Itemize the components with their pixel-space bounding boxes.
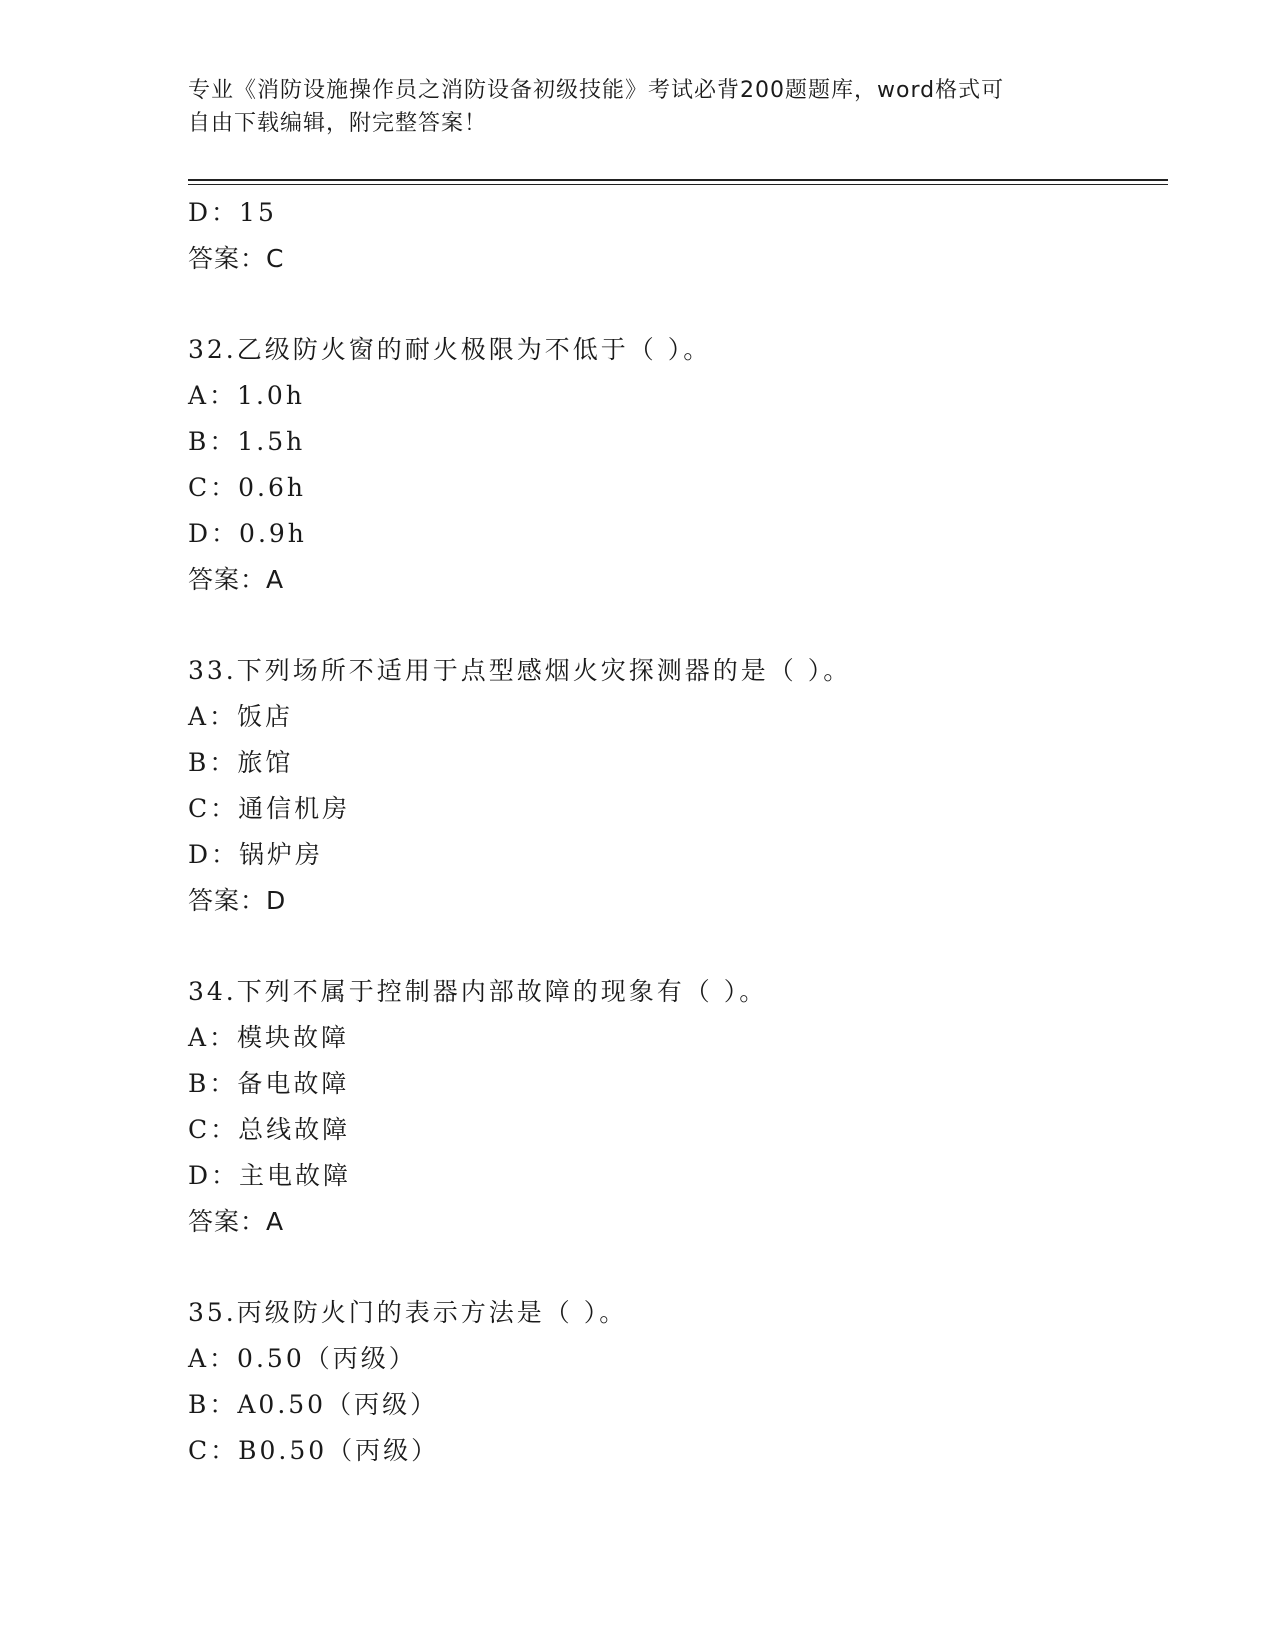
- option-c: C：B0.50（丙级）: [188, 1436, 440, 1465]
- question-stem: 34.下列不属于控制器内部故障的现象有（ ）。: [188, 977, 768, 1006]
- spacer: [188, 282, 1168, 327]
- header-line-2: 自由下载编辑，附完整答案！: [188, 111, 488, 136]
- question-block: [188, 1290, 1168, 1474]
- option-c: C：通信机房: [188, 794, 351, 823]
- spacer: [188, 1245, 1168, 1290]
- option-d: D：锅炉房: [188, 840, 324, 869]
- question-block: [188, 969, 1168, 1245]
- option-c: C：总线故障: [188, 1115, 351, 1144]
- spacer: [188, 924, 1168, 969]
- question-list: [188, 190, 1168, 1474]
- answer-line: 答案：A: [188, 565, 285, 594]
- option-b: B：备电故障: [188, 1069, 350, 1098]
- header-line-1: 专业《消防设施操作员之消防设备初级技能》考试必背200题题库，word格式可: [188, 78, 1005, 103]
- header-divider-thin: [188, 184, 1168, 185]
- answer-line: 答案：C: [188, 244, 285, 273]
- option-b: B：旅馆: [188, 748, 294, 777]
- header-divider-thick: [188, 179, 1168, 181]
- answer-line: 答案：D: [188, 886, 287, 915]
- option-a: A：0.50（丙级）: [188, 1344, 417, 1373]
- question-stem: 33.下列场所不适用于点型感烟火灾探测器的是（ ）。: [188, 656, 852, 685]
- answer-line: 答案：A: [188, 1207, 285, 1236]
- option-d: D：15: [188, 198, 277, 227]
- option-b: B：A0.50（丙级）: [188, 1390, 439, 1419]
- option-d: D：0.9h: [188, 519, 307, 548]
- document-header: [188, 74, 1088, 140]
- question-stem: 32.乙级防火窗的耐火极限为不低于（ ）。: [188, 335, 712, 364]
- option-a: A：模块故障: [188, 1023, 350, 1052]
- option-a: A：饭店: [188, 702, 294, 731]
- question-block: [188, 327, 1168, 603]
- option-b: B：1.5h: [188, 427, 306, 456]
- question-stem: 35.丙级防火门的表示方法是（ ）。: [188, 1298, 628, 1327]
- question-block: [188, 648, 1168, 924]
- option-c: C：0.6h: [188, 473, 306, 502]
- spacer: [188, 603, 1168, 648]
- option-d: D：主电故障: [188, 1161, 352, 1190]
- option-a: A：1.0h: [188, 381, 305, 410]
